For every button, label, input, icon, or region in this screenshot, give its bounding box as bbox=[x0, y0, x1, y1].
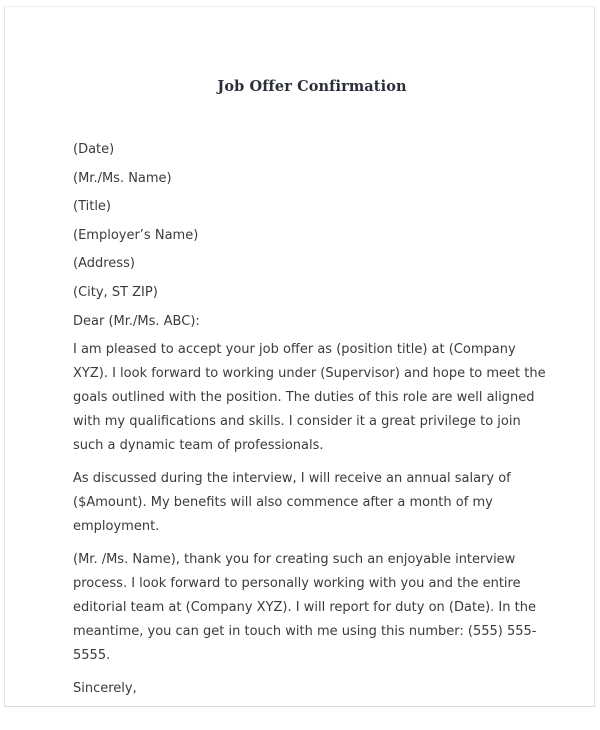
body-paragraph: (Mr. /Ms. Name), thank you for creating such an enjoyable interview process. I look forward to personally working with you and the entire editorial team at (Company XYZ). I will report for duty on (Date). In the meantime, you can get in touch with me using this number: (555) 555-5555. bbox=[73, 552, 537, 664]
address-line: (Date) bbox=[73, 142, 115, 157]
address-line: (Title) bbox=[73, 199, 112, 215]
address-line: (City, ST ZIP) bbox=[73, 284, 158, 300]
address-line: (Employer’s Name) bbox=[73, 227, 199, 243]
body-paragraph: As discussed during the interview, I will receive an annual salary of ($Amount). My benefits will also commence after a month of my employment. bbox=[73, 471, 511, 535]
closing-line: Sincerely, bbox=[73, 681, 137, 697]
address-line: (Mr./Ms. Name) bbox=[73, 170, 172, 186]
page-title: Job Offer Confirmation bbox=[217, 78, 407, 95]
salutation: Dear (Mr./Ms. ABC): bbox=[73, 313, 200, 329]
body-paragraph: I am pleased to accept your job offer as (position title) at (Company XYZ). I look forward to working under (Supervisor) and hope to meet the goals outlined with the position. The duties of this role are well aligned with my qualifications and skills. I consider it a great privilege to join such a dynamic team of professionals. bbox=[73, 342, 546, 454]
letter-body bbox=[73, 138, 551, 701]
address-line: (Address) bbox=[73, 256, 135, 272]
document-page bbox=[4, 6, 595, 707]
